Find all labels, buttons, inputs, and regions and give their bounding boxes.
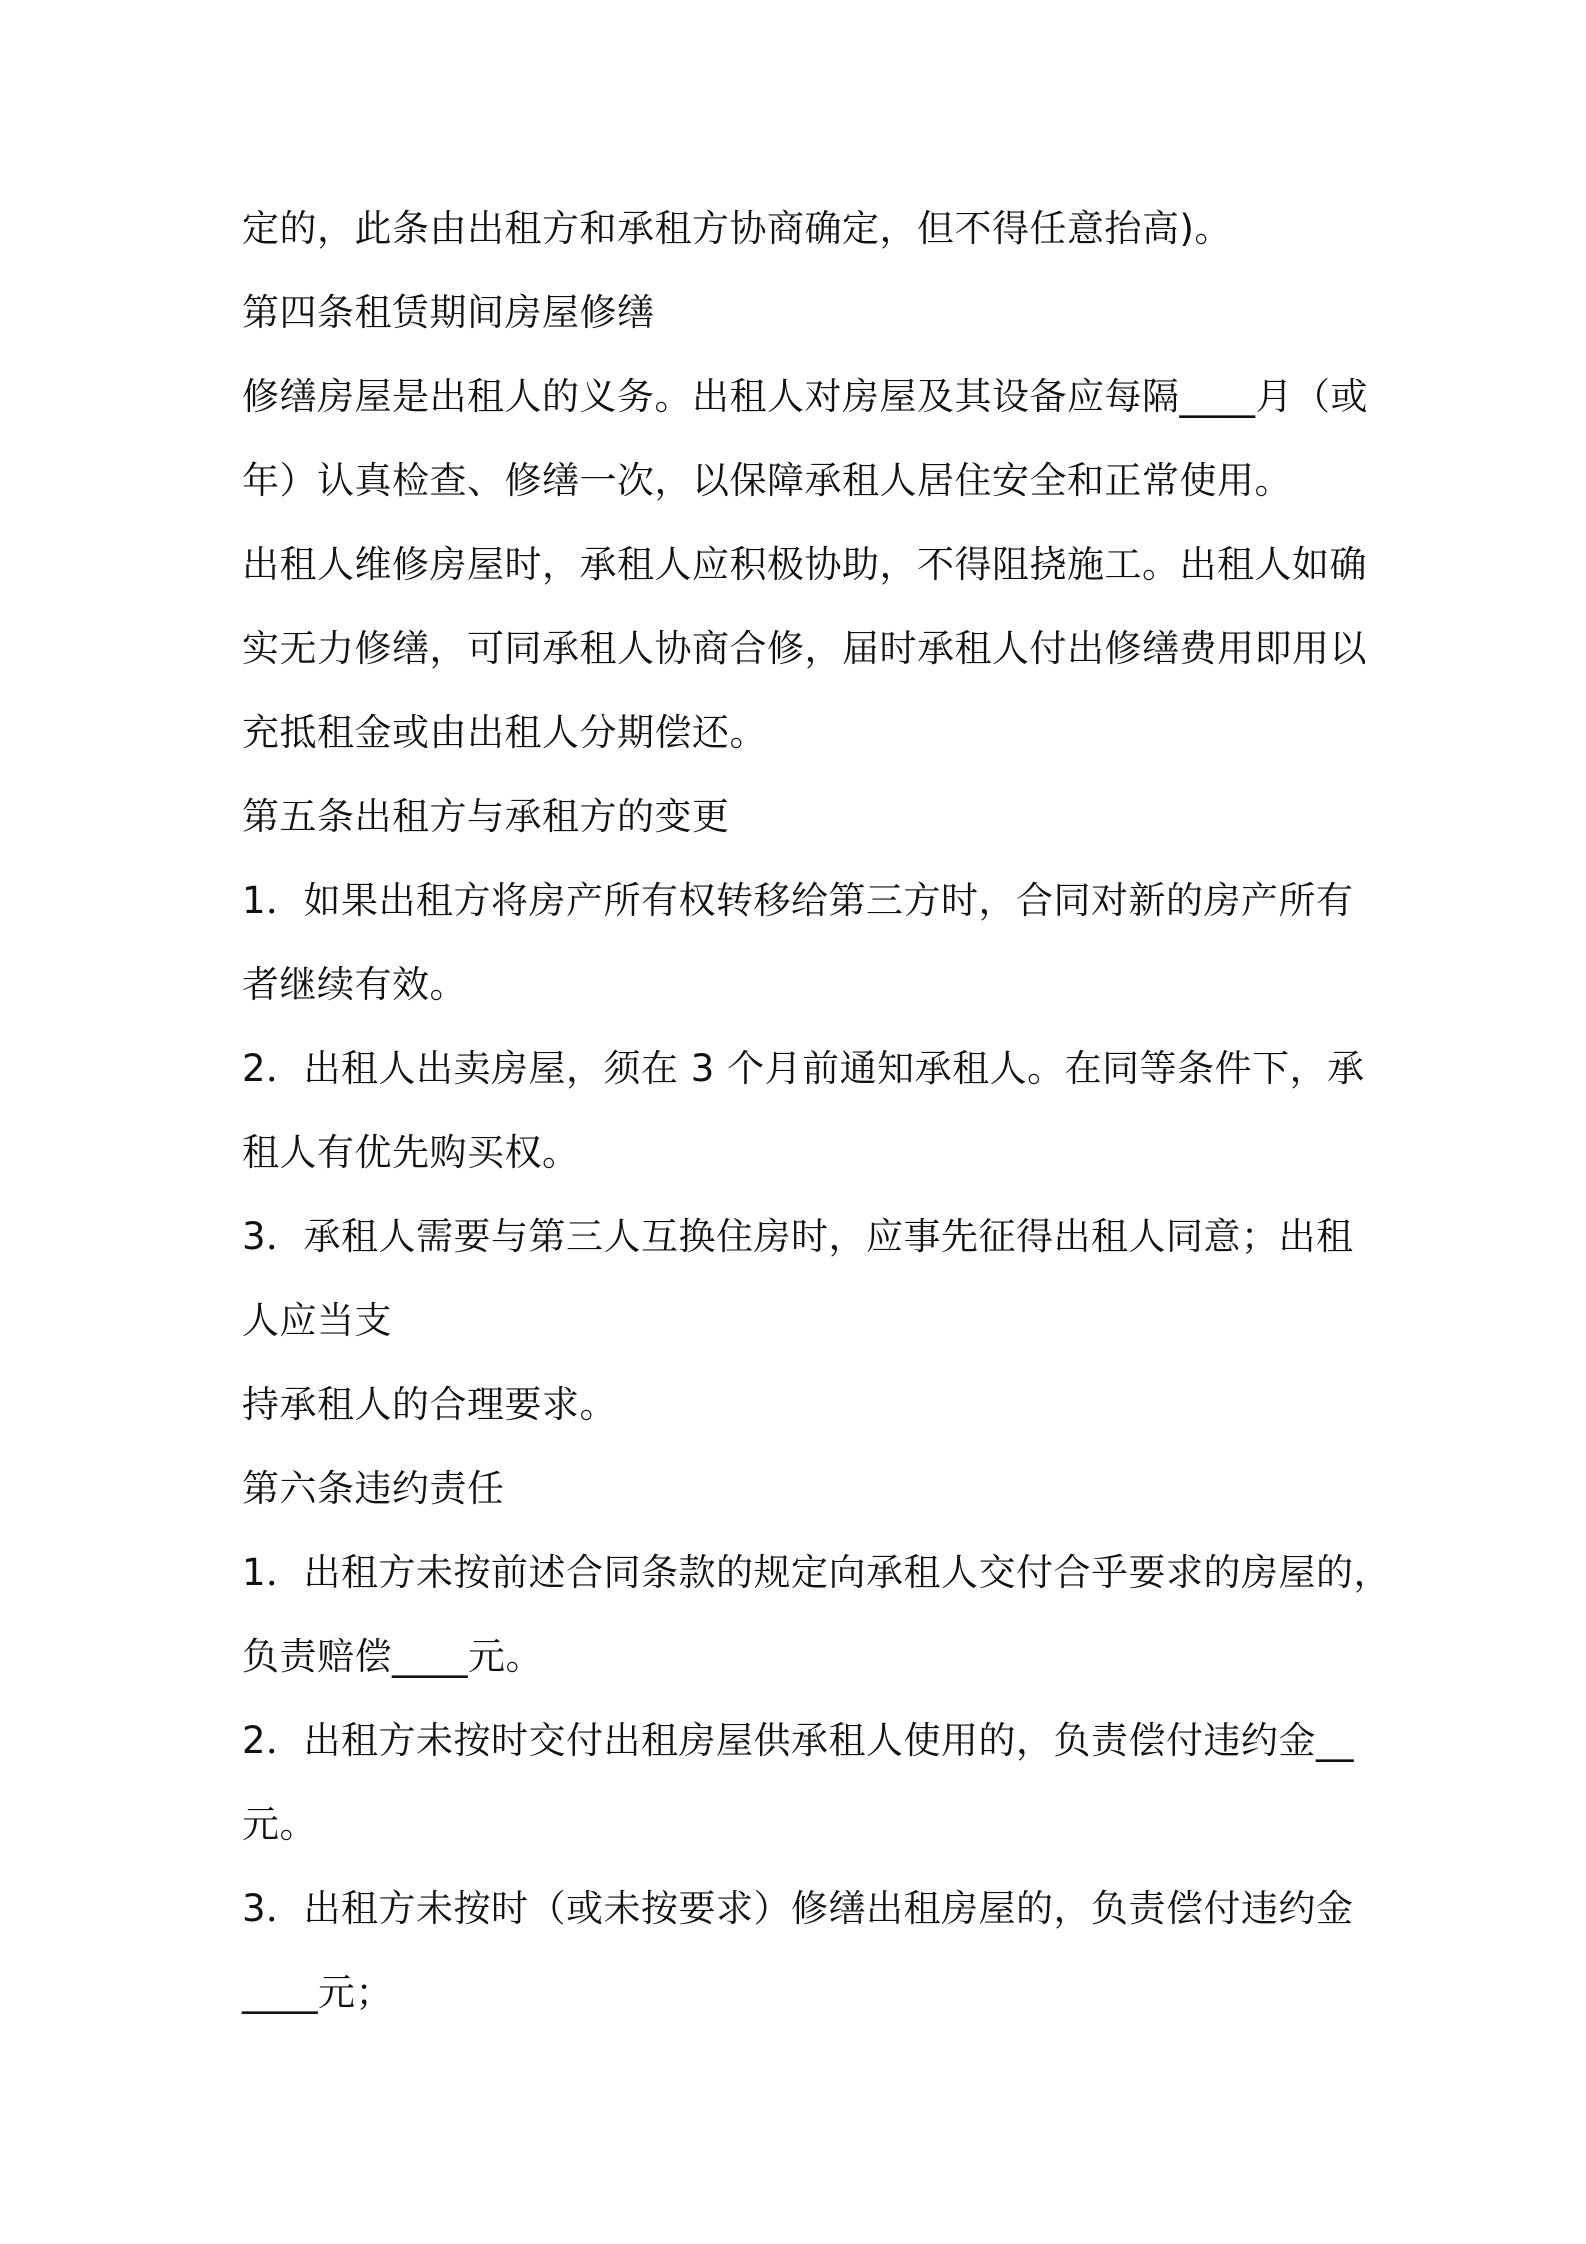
paragraph-line: 定的，此条由出租方和承租方协商确定，但不得任意抬高)。 — [242, 207, 1232, 250]
paragraph-line: 人应当支 — [242, 1299, 392, 1342]
paragraph-line: 者继续有效。 — [242, 963, 467, 1006]
paragraph-line: 元。 — [242, 1803, 317, 1846]
paragraph-line: 实无力修缮，可同承租人协商合修，届时承租人付出修缮费用即用以 — [242, 627, 1367, 670]
paragraph-line: 年）认真检查、修缮一次，以保障承租人居住安全和正常使用。 — [242, 459, 1292, 502]
article-heading-6: 第六条违约责任 — [242, 1467, 505, 1510]
paragraph-line: 修缮房屋是出租人的义务。出租人对房屋及其设备应每隔____月（或 — [242, 375, 1368, 418]
article-heading-5: 第五条出租方与承租方的变更 — [242, 795, 730, 838]
paragraph-line: 1．如果出租方将房产所有权转移给第三方时，合同对新的房产所有 — [242, 879, 1354, 922]
paragraph-line: ____元； — [242, 1971, 393, 2014]
paragraph-line: 1．出租方未按前述合同条款的规定向承租人交付合乎要求的房屋的， — [242, 1551, 1392, 1594]
paragraph-line: 2．出租人出卖房屋，须在 3 个月前通知承租人。在同等条件下，承 — [242, 1047, 1365, 1090]
article-heading-4: 第四条租赁期间房屋修缮 — [242, 291, 655, 334]
paragraph-line: 充抵租金或由出租人分期偿还。 — [242, 711, 767, 754]
paragraph-line: 出租人维修房屋时，承租人应积极协助，不得阻挠施工。出租人如确 — [242, 543, 1367, 586]
paragraph-line: 持承租人的合理要求。 — [242, 1383, 617, 1426]
paragraph-line: 租人有优先购买权。 — [242, 1131, 580, 1174]
document-body — [242, 198, 1392, 2046]
paragraph-line: 2．出租方未按时交付出租房屋供承租人使用的，负责偿付违约金__ — [242, 1719, 1355, 1762]
paragraph-line: 负责赔偿____元。 — [242, 1635, 543, 1678]
paragraph-line: 3．承租人需要与第三人互换住房时，应事先征得出租人同意；出租 — [242, 1215, 1354, 1258]
paragraph-line: 3．出租方未按时（或未按要求）修缮出租房屋的，负责偿付违约金 — [242, 1887, 1354, 1930]
